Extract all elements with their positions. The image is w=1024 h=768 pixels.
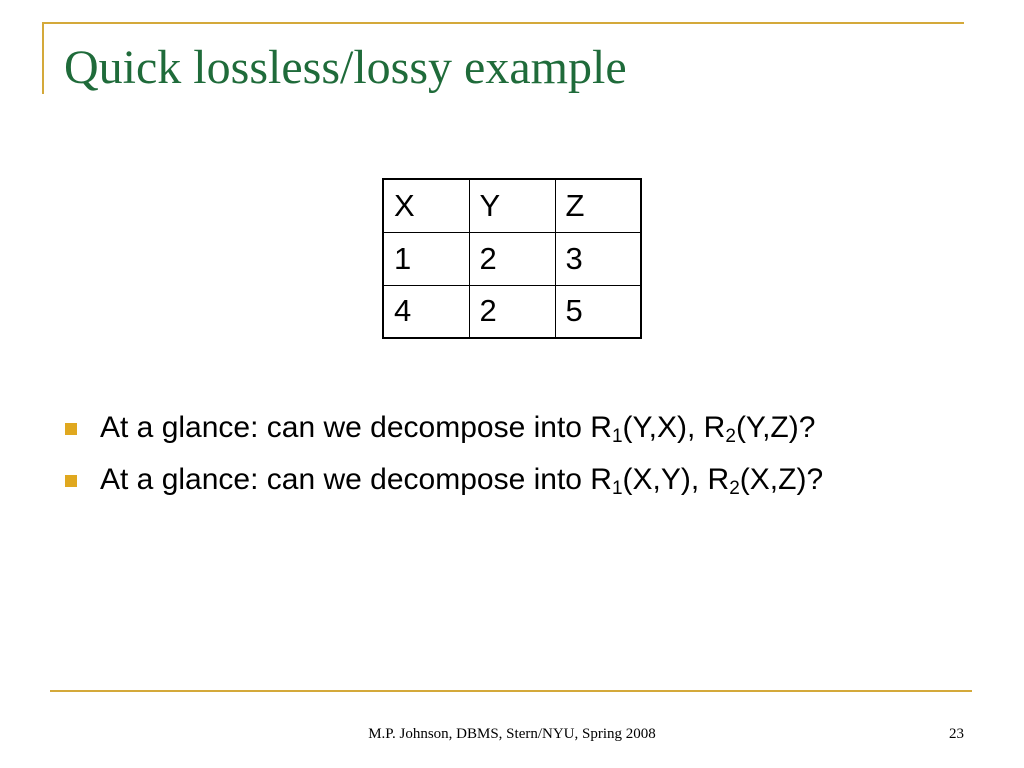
table-cell: 1 xyxy=(383,232,469,285)
table-cell: 4 xyxy=(383,285,469,338)
table-cell: 2 xyxy=(469,232,555,285)
footer-text: M.P. Johnson, DBMS, Stern/NYU, Spring 2008 xyxy=(368,726,656,742)
bullet-list xyxy=(62,402,823,506)
square-bullet-icon xyxy=(65,423,77,435)
bullet-item xyxy=(62,402,823,454)
subscript: 1 xyxy=(611,426,623,447)
table-cell: 2 xyxy=(469,285,555,338)
relation-table xyxy=(382,178,642,339)
bullet-text: (X,Z)? xyxy=(739,463,824,496)
subscript: 2 xyxy=(725,426,736,447)
subscript: 1 xyxy=(611,478,623,499)
slide-number: 23 xyxy=(949,726,964,742)
table-header-cell: Y xyxy=(469,179,555,232)
subscript: 2 xyxy=(729,478,740,499)
table-row xyxy=(383,232,641,285)
bullet-text: (Y,Z)? xyxy=(735,411,816,444)
bullet-item xyxy=(62,454,823,506)
square-bullet-icon xyxy=(65,475,77,487)
bullet-text: (Y,X), R xyxy=(622,411,726,444)
table-header-cell: Z xyxy=(555,179,641,232)
left-rule xyxy=(42,22,44,94)
bullet-text: (X,Y), R xyxy=(622,463,730,496)
bullet-text: At a glance: can we decompose into R xyxy=(100,411,612,444)
slide-title: Quick lossless/lossy example xyxy=(64,41,627,94)
bullet-text: At a glance: can we decompose into R xyxy=(100,463,612,496)
table-header-cell: X xyxy=(383,179,469,232)
table-cell: 3 xyxy=(555,232,641,285)
footer-rule xyxy=(50,690,972,692)
top-rule xyxy=(42,22,964,24)
table-cell: 5 xyxy=(555,285,641,338)
table-header-row xyxy=(383,179,641,232)
table-row xyxy=(383,285,641,338)
